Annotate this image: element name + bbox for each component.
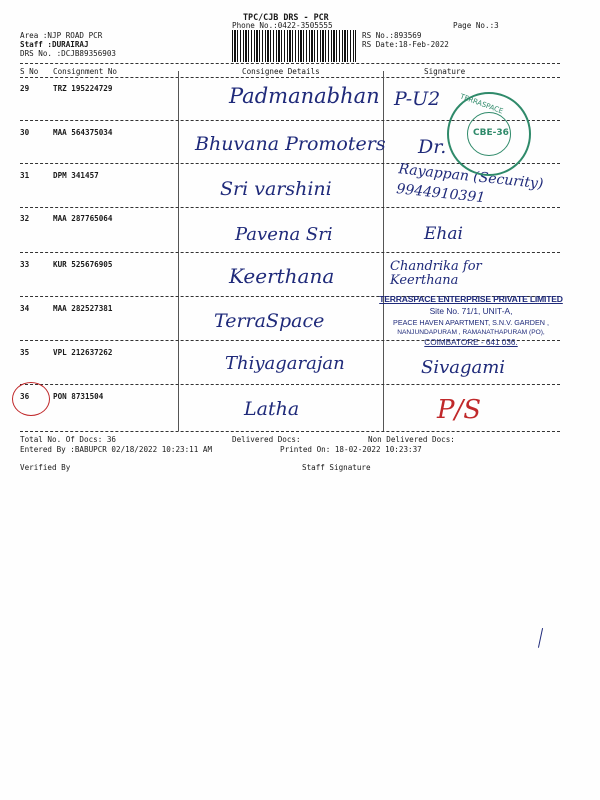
rs-date: RS Date:18-Feb-2022 (362, 40, 449, 49)
non-delivered-docs: Non Delivered Docs: (368, 435, 455, 444)
staff-signature: Staff Signature (302, 463, 371, 472)
row-consignment-no: MAA 282527381 (53, 304, 113, 313)
row-signature-handwritten: P/S (437, 395, 482, 425)
row-consignment-no: DPM 341457 (53, 171, 99, 180)
row-sno: 33 (20, 260, 30, 269)
row-signature-handwritten: Ehai (424, 224, 463, 244)
row-signature-handwritten: Chandrika for Keerthana (390, 259, 482, 288)
pen-mark (538, 628, 544, 648)
drs-number: DRS No. :DCJB89356903 (20, 49, 117, 58)
row-signature-handwritten: Dr. (418, 136, 447, 158)
header-bottom-rule (20, 77, 560, 78)
company-round-stamp (447, 92, 531, 176)
row-consignee-handwritten: Pavena Sri (235, 224, 333, 245)
row-rule (20, 207, 560, 208)
delivered-docs: Delivered Docs: (232, 435, 301, 444)
row-consignee-handwritten: Thiyagarajan (225, 353, 345, 374)
col-sno: S No (20, 67, 39, 76)
row-consignee-handwritten: Bhuvana Promoters (195, 133, 386, 155)
row-rule (20, 384, 560, 385)
row-consignment-no: MAA 564375034 (53, 128, 113, 137)
area-label: Area :NJP ROAD PCR (20, 31, 103, 40)
stamp-address-line: Site No. 71/1, UNIT-A, (429, 306, 513, 316)
page-number: Page No.:3 (453, 21, 499, 30)
barcode (232, 30, 356, 62)
row-signature-handwritten: P-U2 (394, 88, 441, 110)
total-docs: Total No. Of Docs: 36 (20, 435, 117, 444)
row-consignee-handwritten: Latha (244, 398, 300, 420)
stamp-address-line: NANJUNDAPURAM , RAMANATHAPURAM (PO), (397, 329, 545, 336)
document-title: TPC/CJB DRS - PCR (243, 12, 329, 22)
row-consignment-no: TRZ 195224729 (53, 84, 113, 93)
row-consignment-no: MAA 287765064 (53, 214, 113, 223)
rs-number: RS No.:893569 (362, 31, 422, 40)
row-rule (20, 252, 560, 253)
row-consignee-handwritten: Keerthana (229, 264, 335, 288)
row-sno: 32 (20, 214, 30, 223)
row-sno: 36 (20, 392, 30, 401)
consignee-column-left-line (178, 71, 179, 431)
col-signature: Signature (424, 67, 466, 76)
row-consignment-no: KUR 525676905 (53, 260, 113, 269)
printed-on: Printed On: 18-02-2022 10:23:37 (280, 445, 422, 454)
table-bottom-rule (20, 431, 560, 432)
red-circle-mark (12, 382, 50, 416)
row-consignee-handwritten: TerraSpace (214, 310, 325, 332)
row-consignment-no: PON 8731504 (53, 392, 104, 401)
signature-column-left-line (383, 71, 384, 431)
col-consignment: Consignment No (53, 67, 118, 76)
company-address-stamp (376, 294, 566, 347)
row-consignee-handwritten: Padmanabhan (229, 84, 380, 108)
row-consignment-no: VPL 212637262 (53, 348, 113, 357)
header-top-rule (20, 63, 560, 64)
row-signature-handwritten: Rayappan (Security) 9944910391 (395, 161, 545, 207)
entered-by: Entered By :BABUPCR 02/18/2022 10:23:11 AM (20, 445, 213, 454)
row-sno: 30 (20, 128, 30, 137)
stamp-round-text: TERRASPACE (458, 92, 505, 116)
stamp-round-code: CBE-36 (473, 128, 509, 138)
phone-number: Phone No.:0422-3505555 (232, 21, 333, 30)
row-sno: 29 (20, 84, 30, 93)
row-signature-handwritten: Sivagami (421, 357, 506, 378)
stamp-address-line: COIMBATORE - 641 036. (424, 338, 518, 347)
stamp-address-line: PEACE HAVEN APARTMENT, S.N.V. GARDEN , (393, 318, 549, 327)
staff-label: Staff :DURAIRAJ (20, 40, 89, 49)
row-sno: 34 (20, 304, 30, 313)
row-consignee-handwritten: Sri varshini (220, 178, 332, 200)
row-sno: 31 (20, 171, 30, 180)
col-consignee: Consignee Details (242, 67, 320, 76)
row-sno: 35 (20, 348, 30, 357)
stamp-company-name: TERRASPACE ENTERPRISE PRIVATE LIMITED (379, 294, 563, 304)
verified-by: Verified By (20, 463, 71, 472)
